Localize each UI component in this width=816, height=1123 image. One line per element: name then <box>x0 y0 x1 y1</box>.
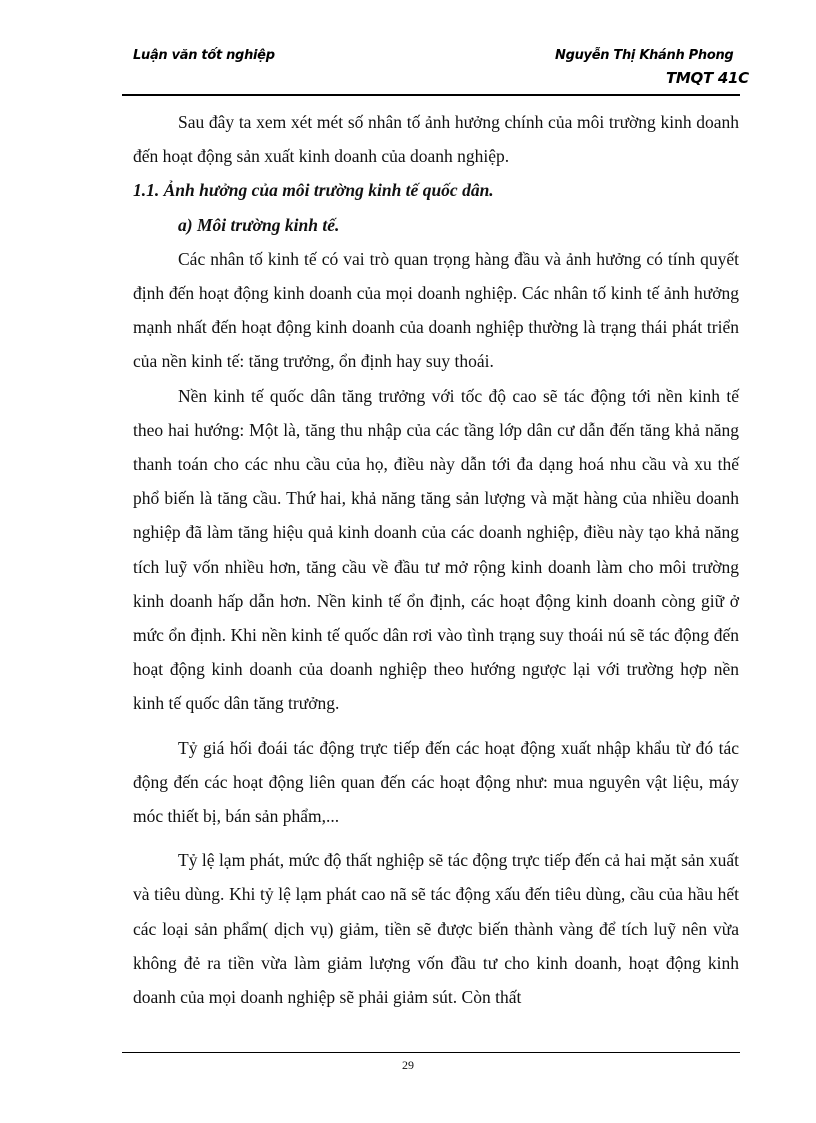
header-divider <box>122 94 740 96</box>
footer-divider <box>122 1052 740 1053</box>
paragraph-economic-growth: Nền kinh tế quốc dân tăng trưởng với tốc độ cao sẽ tác động tới nền kinh tế theo hai hướng: Một là, tăng thu nhập của các tầng lớp dân cư dẫn đến tăng khả năng thanh toán cho các nhu cầu của họ, điều này dẫn tới đa dạng hoá nhu cầu và xu thế phổ biến là tăng cầu. Thứ hai, khả năng tăng sản lượng và mặt hàng của nhiều doanh nghiệp đã làm tăng hiệu quả kinh doanh của các doanh nghiệp, điều này tạo khả năng tích luỹ vốn nhiều hơn, tăng cầu về đầu tư mở rộng kinh doanh làm cho môi trường kinh doanh hấp dẫn hơn. Nền kinh tế ổn định, các hoạt động kinh doanh còng giữ ở mức ổn định. Khi nền kinh tế quốc dân rơi vào tình trạng suy thoái nú sẽ tác động đến hoạt động kinh doanh của doanh nghiệp theo hướng ngược lại với trường hợp nền kinh tế quốc dân tăng trưởng. <box>133 385 739 714</box>
paragraph-exchange-rate: Tỷ giá hối đoái tác động trực tiếp đến các hoạt động xuất nhập khẩu từ đó tác động đến các hoạt động liên quan đến các hoạt động như: mua nguyên vật liệu, máy móc thiết bị, bán sản phẩm,... <box>133 737 739 827</box>
page-number: 29 <box>402 1058 414 1072</box>
paragraph-spacer <box>133 721 739 731</box>
document-body <box>133 105 739 1014</box>
header-author-name: Nguyễn Thị Khánh Phong <box>555 48 734 63</box>
paragraph-economic-factors: Các nhân tố kinh tế có vai trò quan trọng hàng đầu và ảnh hưởng có tính quyết định đến hoạt động kinh doanh của mọi doanh nghiệp. Các nhân tố kinh tế ảnh hưởng mạnh nhất đến hoạt động kinh doanh của doanh nghiệp thường là trạng thái phát triển của nền kinh tế: tăng trưởng, ổn định hay suy thoái. <box>133 248 739 372</box>
paragraph-spacer <box>133 833 739 843</box>
subsection-heading: a) Môi trường kinh tế. <box>178 214 340 235</box>
header-class-code: TMQT 41C <box>666 69 749 87</box>
section-heading: 1.1. Ảnh hưởng của môi trường kinh tế quốc dân. <box>133 180 494 201</box>
header-left-title: Luận văn tốt nghiệp <box>133 48 275 63</box>
paragraph-inflation: Tỷ lệ lạm phát, mức độ thất nghiệp sẽ tác động trực tiếp đến cả hai mặt sản xuất và tiêu dùng. Khi tỷ lệ lạm phát cao nã sẽ tác động xấu đến tiêu dùng, cầu của hầu hết các loại sản phẩm( dịch vụ) giảm, tiền sẽ được biến thành vàng để tích luỹ nên vừa không đẻ ra tiền vừa làm giảm lượng vốn đầu tư cho kinh doanh, hoạt động kinh doanh của mọi doanh nghiệp sẽ phải giảm sút. Còn thất <box>133 850 739 1008</box>
intro-paragraph: Sau đây ta xem xét mét số nhân tố ảnh hưởng chính của môi trường kinh doanh đến hoạt động sản xuất kinh doanh của doanh nghiệp. <box>133 112 739 167</box>
